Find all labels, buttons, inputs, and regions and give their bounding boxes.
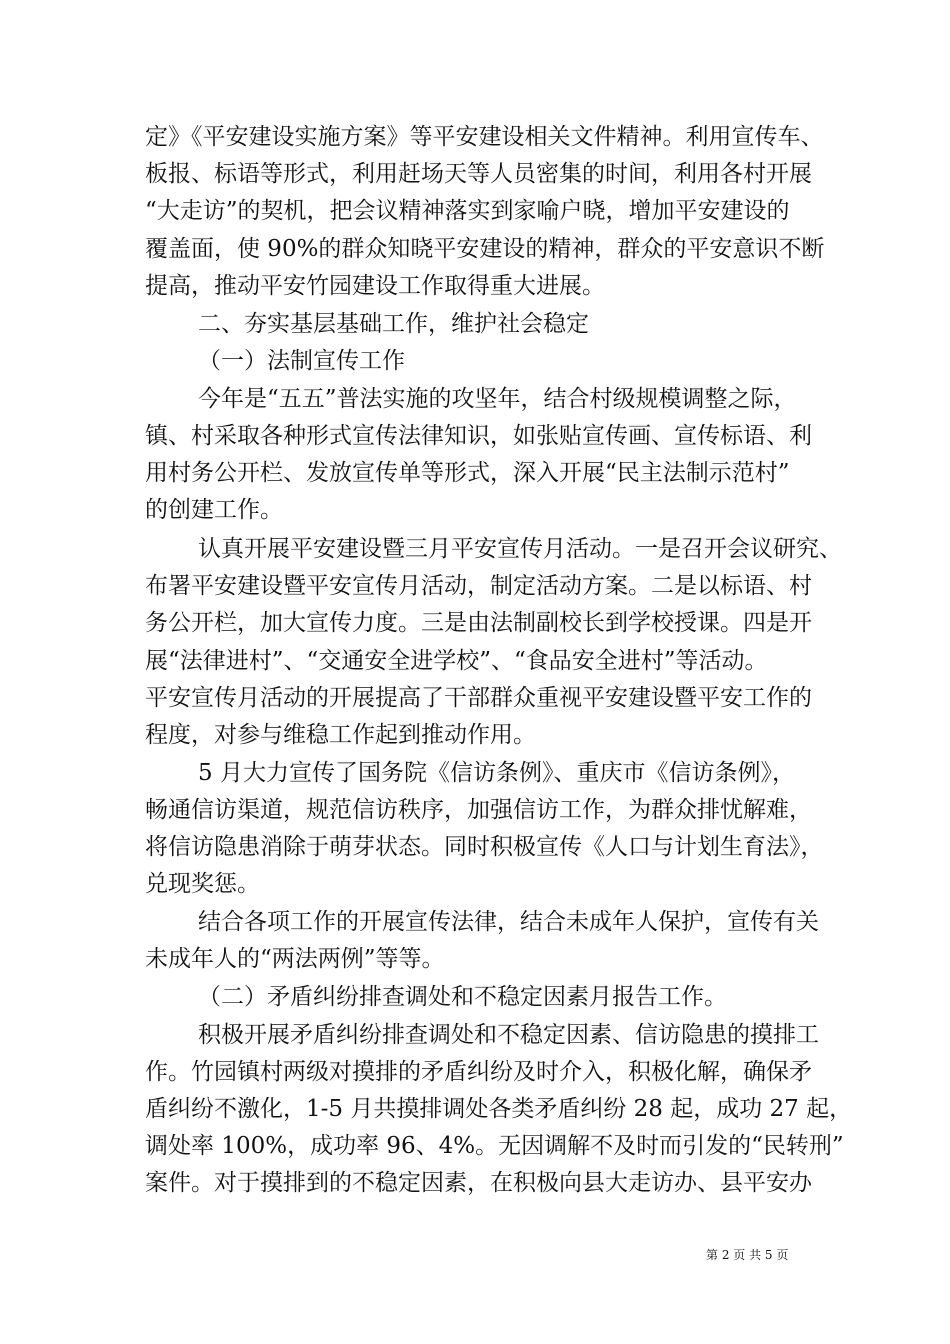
text-line: 板报、标语等形式，利用赶场天等人员密集的时间，利用各村开展 bbox=[145, 161, 812, 187]
text-line: 盾纠纷不激化，1-5 月共摸排调处各类矛盾纠纷 28 起，成功 27 起， bbox=[145, 1096, 853, 1122]
text-line: 调处率 100%，成功率 96、4%。无因调解不及时而引发的“民转刑” bbox=[145, 1133, 844, 1159]
text-line: 未成年人的“两法两例”等等。 bbox=[145, 946, 445, 972]
text-line: 结合各项工作的开展宣传法律，结合未成年人保护，宣传有关 bbox=[198, 909, 819, 935]
text-line: 认真开展平安建设暨三月平安宣传月活动。一是召开会议研究、 bbox=[198, 536, 842, 562]
text-line: 展“法律进村”、“交通安全进学校”、“食品安全进村”等活动。 bbox=[145, 648, 768, 674]
text-line: 5 月大力宣传了国务院《信访条例》、重庆市《信访条例》， bbox=[198, 760, 795, 786]
text-line: 畅通信访渠道，规范信访秩序，加强信访工作，为群众排忧解难， bbox=[145, 797, 812, 823]
text-line: 将信访隐患消除于萌芽状态。同时积极宣传《人口与计划生育法》， bbox=[145, 834, 824, 860]
subsection-heading: （一）法制宣传工作 bbox=[198, 348, 405, 374]
text-line: 程度，对参与维稳工作起到推动作用。 bbox=[145, 722, 536, 748]
text-line: 平安宣传月活动的开展提高了干部群众重视平安建设暨平安工作的 bbox=[145, 685, 812, 711]
text-line: 提高，推动平安竹园建设工作取得重大进展。 bbox=[145, 273, 605, 299]
text-line: 兑现奖惩。 bbox=[145, 871, 260, 897]
text-line: 的创建工作。 bbox=[145, 497, 283, 523]
text-line: 布署平安建设暨平安宣传月活动，制定活动方案。二是以标语、村 bbox=[145, 573, 812, 599]
text-line: “大走访”的契机，把会议精神落实到家喻户晓，增加平安建设的 bbox=[145, 198, 790, 224]
text-line: 积极开展矛盾纠纷排查调处和不稳定因素、信访隐患的摸排工 bbox=[198, 1022, 819, 1048]
section-heading: 二、夯实基层基础工作，维护社会稳定 bbox=[198, 311, 589, 337]
text-line: 覆盖面，使 90%的群众知晓平安建设的精神，群众的平安意识不断 bbox=[145, 236, 825, 262]
text-line: 务公开栏，加大宣传力度。三是由法制副校长到学校授课。四是开 bbox=[145, 610, 812, 636]
text-line: 定》《平安建设实施方案》等平安建设相关文件精神。利用宣传车、 bbox=[145, 124, 824, 150]
text-line: 案件。对于摸排到的不稳定因素，在积极向县大走访办、县平安办 bbox=[145, 1170, 812, 1196]
text-line: 用村务公开栏、发放宣传单等形式，深入开展“民主法制示范村” bbox=[145, 460, 790, 486]
page-number-footer: 第 2 页 共 5 页 bbox=[706, 1248, 789, 1262]
text-line: 镇、村采取各种形式宣传法律知识，如张贴宣传画、宣传标语、利 bbox=[145, 423, 812, 449]
subsection-heading: （二）矛盾纠纷排查调处和不稳定因素月报告工作。 bbox=[198, 984, 727, 1010]
text-line: 今年是“五五”普法实施的攻坚年，结合村级规模调整之际， bbox=[198, 386, 797, 412]
text-line: 作。竹园镇村两级对摸排的矛盾纠纷及时介入，积极化解，确保矛 bbox=[145, 1059, 812, 1085]
